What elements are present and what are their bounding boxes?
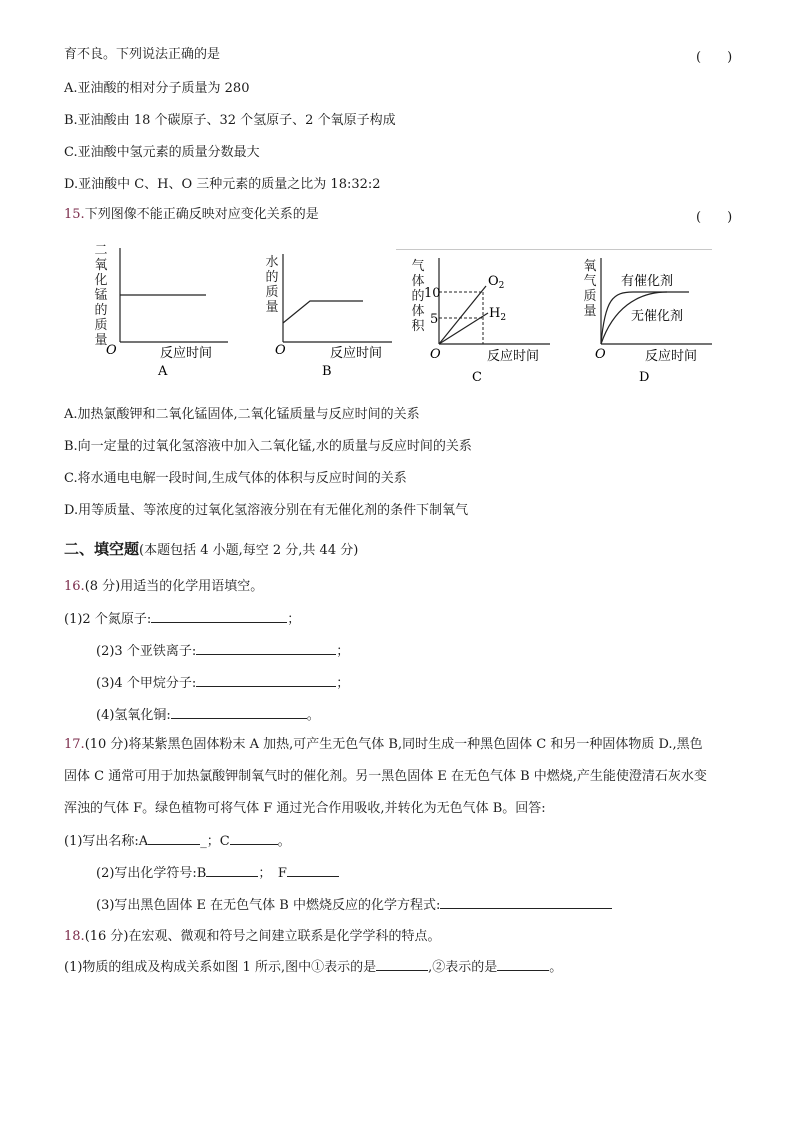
q14-answer-paren: ( ): [696, 50, 733, 65]
q16-stem: [64, 578, 263, 596]
graph-c-ylabel-1: 气: [411, 259, 425, 274]
q16-item-4-end: 。: [306, 708, 320, 723]
graph-c-origin: O: [430, 347, 441, 362]
graph-d: [577, 254, 722, 388]
q15-stem: [64, 206, 319, 224]
q16-item-2-end: ；: [336, 644, 350, 659]
graph-d-label-catalyst: 有催化剂: [621, 274, 674, 289]
graph-b-caption: B: [322, 364, 332, 379]
graph-d-ylabel-2: 气: [583, 274, 597, 289]
graph-b: [262, 250, 397, 380]
graph-b-curve: [283, 301, 363, 323]
q16-stem-text: (8 分)用适当的化学用语填空。: [84, 579, 264, 594]
q17-sub-3: [96, 896, 612, 915]
q18-sub-1-b: ,②表示的是: [428, 960, 498, 975]
graph-c-ylabel-5: 积: [411, 319, 425, 334]
q17-sub-1-a: (1)写出名称:A: [64, 834, 149, 849]
q16-item-2-label: (2)3 个亚铁离子:: [96, 644, 197, 659]
q16-item-4-blank[interactable]: [171, 706, 307, 719]
q15-option-c: C.将水通电电解一段时间,生成气体的体积与反应时间的关系: [64, 471, 407, 486]
q14-stem-tail: 育不良。下列说法正确的是: [64, 47, 221, 62]
section-2-note: (本题包括 4 小题,每空 2 分,共 44 分): [139, 543, 359, 558]
q18-stem: [64, 928, 441, 946]
q17-blank-f[interactable]: [287, 864, 339, 877]
q16-number: 16.: [64, 579, 85, 594]
graph-a-caption: A: [158, 364, 168, 379]
q16-item-3-blank[interactable]: [196, 674, 336, 687]
graph-a-ylabel-7: 量: [94, 333, 108, 348]
q15-number: 15.: [64, 207, 85, 222]
q16-item-3-label: (3)4 个甲烷分子:: [96, 676, 197, 691]
graph-c-caption: C: [472, 370, 482, 385]
q16-item-1-end: ；: [287, 612, 301, 627]
graph-c-ylabel-4: 体: [411, 304, 425, 319]
graph-d-ylabel-4: 量: [583, 304, 597, 319]
graph-a-ylabel-6: 质: [94, 318, 108, 333]
q18-blank-1[interactable]: [376, 958, 428, 971]
q15-stem-text: 下列图像不能正确反映对应变化关系的是: [84, 207, 319, 222]
graph-a-ylabel-1: 二: [94, 243, 108, 258]
section-2-heading: [64, 538, 358, 559]
q17-blank-equation[interactable]: [440, 896, 612, 909]
graph-c-line-o2: [439, 286, 486, 344]
graph-d-origin: O: [595, 347, 606, 362]
q16-item-1-label: (1)2 个氮原子:: [64, 612, 152, 627]
graph-c-xlabel: 反应时间: [487, 349, 540, 364]
graph-c-ylabel-3: 的: [411, 289, 425, 304]
q15-option-d: D.用等质量、等浓度的过氧化氢溶液分别在有无催化剂的条件下制氧气: [64, 503, 469, 518]
graph-c-tick-5: 5: [430, 312, 439, 327]
q17-sub-1-c: _；C: [200, 834, 230, 849]
section-2-title: 二、填空题: [64, 540, 140, 558]
graph-b-ylabel-1: 水: [265, 255, 279, 270]
graph-d-ylabel-3: 质: [583, 289, 597, 304]
q18-blank-2[interactable]: [497, 958, 549, 971]
graph-c-label-o2: $O_2$: [488, 274, 505, 291]
graph-d-label-no-catalyst: 无催化剂: [631, 309, 684, 324]
q14-option-a: A.亚油酸的相对分子质量为 280: [64, 81, 250, 96]
q16-item-1-blank[interactable]: [151, 610, 287, 623]
q17-sub-3-text: (3)写出黑色固体 E 在无色气体 B 中燃烧反应的化学方程式:: [96, 898, 441, 913]
q16-item-3-end: ；: [336, 676, 350, 691]
q17-blank-b[interactable]: [206, 864, 258, 877]
q17-sub-2-f: ； F: [258, 866, 287, 881]
q17-blank-c[interactable]: [230, 832, 278, 845]
q15-option-b: B.向一定量的过氧化氢溶液中加入二氧化锰,水的质量与反应时间的关系: [64, 439, 472, 454]
q17-blank-a[interactable]: [148, 832, 200, 845]
q16-item-4-label: (4)氢氧化铜:: [96, 708, 171, 723]
graph-b-origin: O: [275, 343, 286, 358]
q18-sub-1: [64, 958, 562, 977]
graph-c-label-h2: $H_2$: [489, 306, 507, 323]
graph-top-rule: [396, 249, 712, 250]
graph-d-xlabel: 反应时间: [645, 349, 698, 364]
q16-item-4: [96, 706, 320, 725]
q18-stem-text: (16 分)在宏观、微观和符号之间建立联系是化学学科的特点。: [84, 929, 441, 944]
graph-b-xlabel: 反应时间: [330, 346, 383, 361]
q17-line-2: 固体 C 通常可用于加热氯酸钾制氧气时的催化剂。另一黑色固体 E 在无色气体 B 中燃烧,产生能使澄清石灰水变: [64, 769, 707, 784]
graph-a-origin: O: [106, 343, 117, 358]
graph-c-tick-10: 10: [424, 286, 441, 301]
graph-c: [400, 254, 560, 388]
graph-a-ylabel-3: 化: [94, 273, 108, 288]
q16-item-2: [96, 642, 349, 661]
q17-number: 17.: [64, 737, 85, 752]
graph-b-ylabel-2: 的: [265, 270, 279, 285]
graph-b-ylabel-3: 质: [265, 285, 279, 300]
graph-a-xlabel: 反应时间: [160, 346, 213, 361]
graph-a-ylabel-2: 氧: [94, 258, 108, 273]
graph-a: [88, 238, 238, 383]
graph-d-ylabel-1: 氧: [583, 259, 597, 274]
graph-d-caption: D: [639, 370, 650, 385]
q17-sub-2: [96, 864, 339, 883]
q14-option-b: B.亚油酸由 18 个碳原子、32 个氢原子、2 个氧原子构成: [64, 113, 396, 128]
q14-option-c: C.亚油酸中氢元素的质量分数最大: [64, 145, 260, 160]
q16-item-2-blank[interactable]: [196, 642, 336, 655]
graph-c-ylabel-2: 体: [411, 274, 425, 289]
q17-sub-1: [64, 832, 291, 851]
q17-sub-2-b: (2)写出化学符号:B: [96, 866, 207, 881]
graph-a-ylabel-5: 的: [94, 303, 108, 318]
graph-b-ylabel-4: 量: [265, 300, 279, 315]
q14-option-d: D.亚油酸中 C、H、O 三种元素的质量之比为 18:32:2: [64, 177, 381, 192]
q18-sub-1-end: 。: [549, 960, 563, 975]
q15-answer-paren: ( ): [696, 210, 733, 225]
q15-option-a: A.加热氯酸钾和二氧化锰固体,二氧化锰质量与反应时间的关系: [64, 407, 420, 422]
q17-line-1: [64, 736, 703, 754]
q17-line-3: 浑浊的气体 F。绿色植物可将气体 F 通过光合作用吸收,并转化为无色气体 B。回答:: [64, 801, 546, 816]
q18-sub-1-a: (1)物质的组成及构成关系如图 1 所示,图中①表示的是: [64, 960, 377, 975]
q17-line-1-text: (10 分)将某紫黑色固体粉末 A 加热,可产生无色气体 B,同时生成一种黑色固体 C 和另一种固体物质 D.,黑色: [84, 737, 703, 752]
graph-a-ylabel-4: 锰: [94, 288, 108, 303]
q18-number: 18.: [64, 929, 85, 944]
q16-item-3: [96, 674, 349, 693]
q16-item-1: [64, 610, 300, 629]
q17-sub-1-end: 。: [277, 834, 291, 849]
